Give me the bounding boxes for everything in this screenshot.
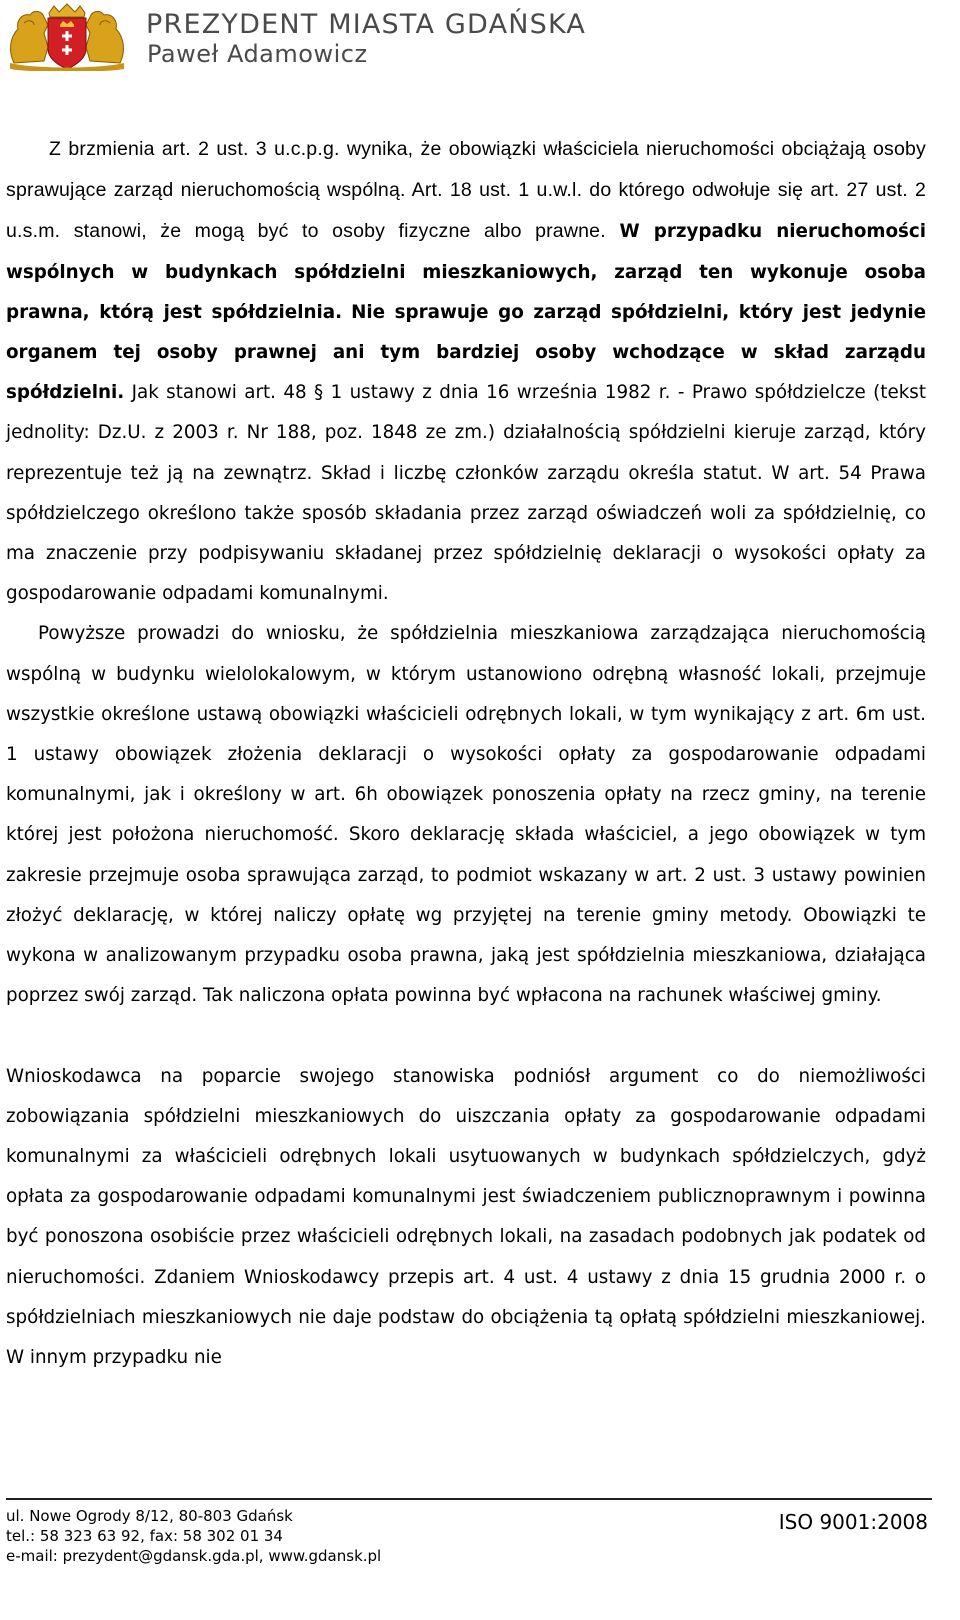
paragraph-1-part-c: Nie sprawuje go zarząd spółdzielni, który jest jedynie organem tej osoby prawnej ani tym bardziej osoby wchodzące w skład zarządu spółdzielni. — [6, 301, 926, 404]
paragraph-3: Wnioskodawca na poparcie swojego stanowiska podniósł argument co do niemożliwości zobowiązania spółdzielni mieszkaniowych do uiszczania opłaty za gospodarowanie odpadami komunalnymi za właścicieli odrębnych lokali usytuowanych w budynkach spółdzielczych, gdyż opłata za gospodarowanie odpadami komunalnymi jest świadczeniem publicznoprawnym i powinna być ponoszona osobiście przez właścicieli odrębnych lokali, na zasadach podobnych jak podatek od nieruchomości. Zdaniem Wnioskodawcy przepis art. 4 ust. 4 ustawy z dnia 15 grudnia 2000 r. o spółdzielniach mieszkaniowych nie daje podstaw do obciążenia tą opłatą spółdzielni mieszkaniowej. W innym przypadku nie — [6, 1065, 926, 1369]
paragraph-1-part-a: Z brzmienia art. 2 ust. 3 u.c.p.g. wynika, że obowiązki właściciela nieruchomości obciążają osoby sprawujące zarząd nieruchomością wspólną. Art. 18 ust. 1 u.w.l. do którego odwołuje się art. 27 ust. 2 u.s.m. stanowi, że mogą być to osoby fizyczne albo prawne. — [6, 138, 926, 243]
iso-certification: ISO 9001:2008 — [778, 1510, 928, 1534]
header-subtitle: Paweł Adamowicz — [147, 40, 368, 68]
paragraph-1 — [6, 129, 926, 614]
footer-address: ul. Nowe Ogrody 8/12, 80-803 Gdańsk — [6, 1507, 293, 1525]
header-title: PREZYDENT MIASTA GDAŃSKA — [146, 9, 587, 40]
paragraph-1-part-d: Jak stanowi art. 48 § 1 ustawy z dnia 16 września 1982 r. - Prawo spółdzielcze (tekst jednolity: Dz.U. z 2003 r. Nr 188, poz. 1848 ze zm.) działalnością spółdzielni kieruje zarząd, który reprezentuje też ją na zewnątrz. Skład i liczbę członków zarządu określa statut. W art. 54 Prawa spółdzielczego określono także sposób składania przez zarząd oświadczeń woli za spółdzielnię, co ma znaczenie przy podpisywaniu składanej przez spółdzielnię deklaracji o wysokości opłaty za gospodarowanie odpadami komunalnymi. — [6, 382, 926, 605]
page-footer — [0, 1498, 960, 1620]
footer-contact — [6, 1506, 381, 1566]
paragraph-2: Powyższe prowadzi do wniosku, że spółdzielnia mieszkaniowa zarządzająca nieruchomością wspólną w budynku wielolokalowym, w którym ustanowiono odrębną własność lokali, przejmuje wszystkie określone ustawą obowiązki właścicieli odrębnych lokali, w tym wynikający z art. 6m ust. 1 ustawy obowiązek złożenia deklaracji o wysokości opłaty za gospodarowanie odpadami komunalnymi, jak i określony w art. 6h obowiązek ponoszenia opłaty na rzecz gminy, na terenie której jest położona nieruchomość. Skoro deklarację składa właściciel, a jego obowiązek w tym zakresie przejmuje osoba sprawująca zarząd, to podmiot wskazany w art. 2 ust. 3 ustawy powinien złożyć deklarację, w której naliczy opłatę wg przyjętej na terenie gminy metody. Obowiązki te wykona w analizowanym przypadku osoba prawna, jaką jest spółdzielnia mieszkaniowa, działająca poprzez swój zarząd. Tak naliczona opłata powinna być wpłacona na rachunek właściwej gminy. — [6, 623, 926, 1007]
gdansk-coat-of-arms-logo — [4, 3, 130, 71]
document-body — [6, 129, 926, 1378]
footer-email: e-mail: prezydent@gdansk.gda.pl, www.gdansk.pl — [6, 1547, 382, 1565]
paragraph-1-part-b: W przypadku nieruchomości wspólnych w budynkach spółdzielni mieszkaniowych, zarząd ten wykonuje osoba prawna, którą jest spółdzielnia. — [6, 221, 926, 323]
footer-divider — [6, 1498, 932, 1500]
footer-phone: tel.: 58 323 63 92, fax: 58 302 01 34 — [6, 1527, 283, 1545]
letterhead — [0, 0, 960, 76]
